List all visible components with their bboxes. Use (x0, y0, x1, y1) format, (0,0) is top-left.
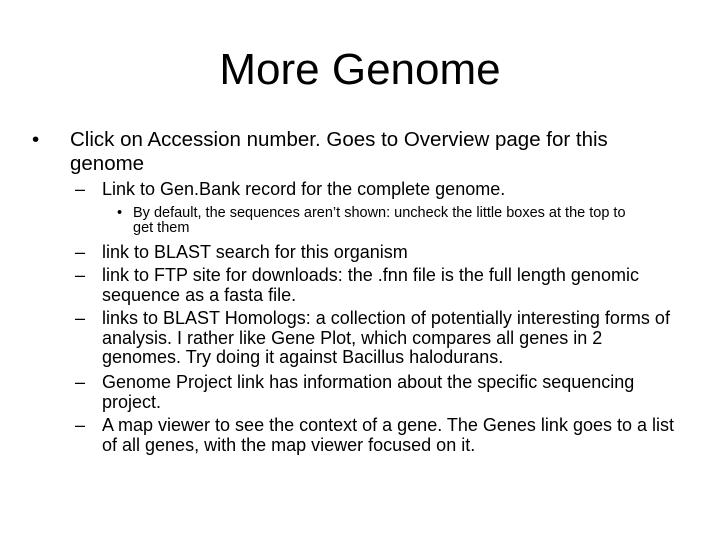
subbullet-genbank (75, 180, 685, 200)
subbullet-marker: – (75, 179, 86, 199)
subbullet-blast-homologs (75, 309, 685, 368)
bullet-text: Click on Accession number. Goes to Overview page for this genome (70, 128, 608, 175)
subbullet-marker: – (75, 415, 86, 435)
subbullet-map-viewer (75, 416, 685, 455)
subsubbullet-text: By default, the sequences aren’t shown: uncheck the little boxes at the top to get them (133, 205, 626, 236)
subbullet-marker: – (75, 242, 86, 262)
subbullet-text: Link to Gen.Bank record for the complete genome. (102, 179, 506, 199)
subbullet-blast-search (75, 243, 685, 263)
bullet-marker: • (32, 128, 40, 151)
subbullet-genome-project (75, 373, 685, 412)
subsubbullet-default-sequences (117, 206, 647, 236)
subbullet-marker: – (75, 308, 86, 328)
subbullet-text: link to BLAST search for this organism (102, 242, 408, 262)
subbullet-text: Genome Project link has information about the specific sequencing project. (102, 372, 635, 412)
bullet-accession (32, 128, 682, 176)
subbullet-marker: – (75, 265, 86, 285)
subbullet-text: A map viewer to see the context of a gene. The Genes link goes to a list of all genes, with the map viewer focused on it. (102, 415, 675, 455)
subbullet-marker: – (75, 372, 86, 392)
subbullet-text: links to BLAST Homologs: a collection of potentially interesting forms of analysis. I rather like Gene Plot, which compares all genes in 2 genomes. Try doing it against Bacillus halodurans. (102, 308, 670, 367)
subsubbullet-marker: • (117, 205, 123, 221)
slide-title: More Genome (219, 45, 501, 94)
subbullet-ftp-site (75, 266, 685, 305)
subbullet-text: link to FTP site for downloads: the .fnn file is the full length genomic sequence as a fasta file. (102, 265, 639, 305)
